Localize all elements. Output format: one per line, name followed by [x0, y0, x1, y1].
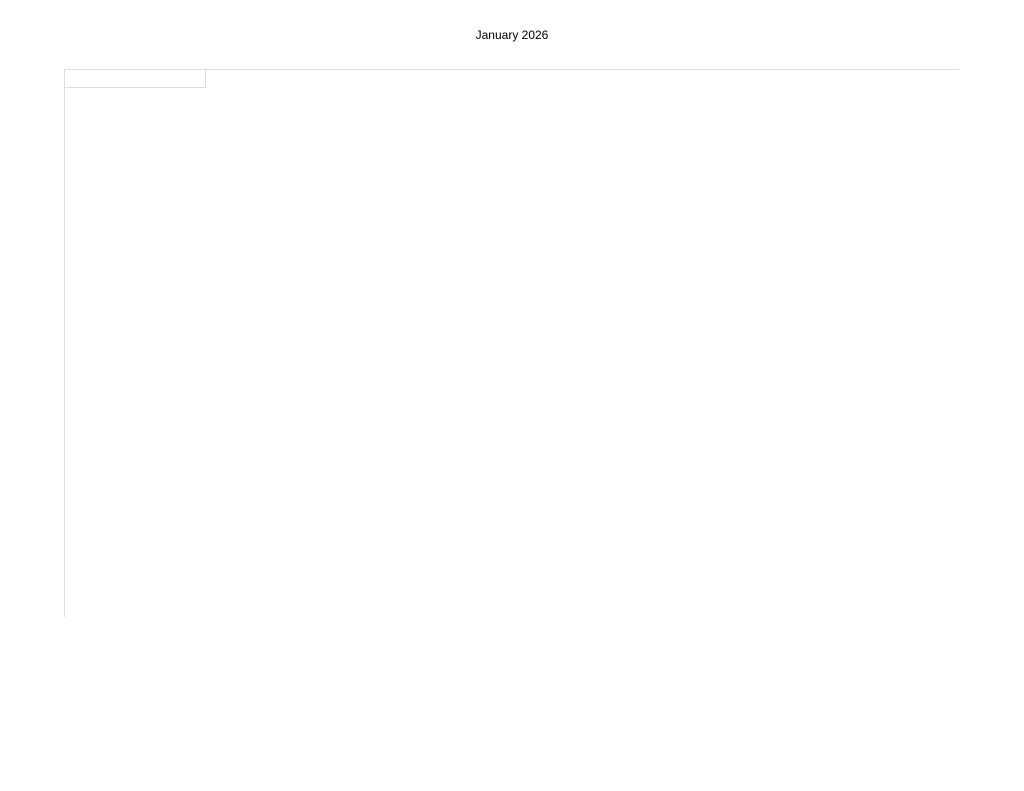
- calendar-grid: [64, 69, 959, 617]
- page-title: January 2026: [475, 28, 549, 42]
- blank-cell: [65, 70, 206, 88]
